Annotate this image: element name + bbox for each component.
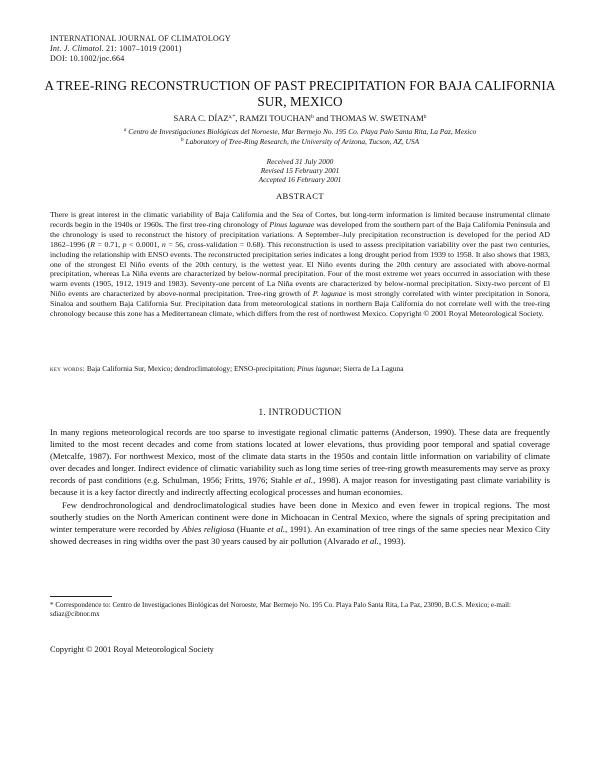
accepted-date: Accepted 16 February 2001 <box>258 175 342 184</box>
footnote-divider <box>50 596 112 597</box>
affiliations <box>40 127 560 146</box>
abstract-heading: ABSTRACT <box>275 191 325 201</box>
body-paragraph: Few dendrochronological and dendroclimatological studies have been done in Mexico and even fewer in tropical regions. The most southerly studies on the North American continent were done in Michoacan in Central Mexico, where the signals of spring precipitation and winter temperature were recorded by Abies religiosa (Huante et al., 1991). An examination of tree rings of the same species near Mexico City showed decreases in ring widths over the past 30 years caused by air pollution (Alvarado et al., 1993). <box>50 499 550 546</box>
body-paragraph: In many regions meteorological records are too sparse to investigate regional climatic patterns (Anderson, 1990). These data are frequently limited to the most recent decades and come from stations located at lower elevations, thus providing poor temporal and spatial coverage (Metcalfe, 1987). For northwest Mexico, most of the climate data starts in the 1950s and contain little information on variability of climate over decades and longer. Indirect evidence of climatic variability such as long time series of tree-ring growth measurements may serve as proxy records of past conditions (e.g. Schulman, 1956; Fritts, 1976; Stahle et al., 1998). A major reason for investigating past climate variability is because it is a key factor directly and indirectly affecting ecological processes and human economies. <box>50 427 550 498</box>
journal-name: INTERNATIONAL JOURNAL OF CLIMATOLOGY <box>50 34 231 43</box>
doi[interactable]: DOI: 10.1002/joc.664 <box>50 54 125 63</box>
affiliation-a: $^a$ Centro de Investigaciones Biológicas del Noroeste, Mar Bermejo No. 195 Co. Playa Palo Santa Rita, La Paz, Mexico <box>123 127 477 136</box>
copyright-notice: Copyright © 2001 Royal Meteorological Society <box>50 645 214 654</box>
abstract-text: There is great interest in the climatic variability of Baja California and the Sea of Cortes, but long-term information is limited because instrumental climate records begin in the 1940s or 1960s. The first tree-ring chronology of Pinus lagunae was developed from the southern part of the Baja California Peninsula and the chronology is used to reconstruct the history of precipitation variations. A September–July precipitation reconstruction is developed for the period AD 1862–1996 (R = 0.71, p < 0.0001, n = 56, cross-validation = 0.68). This reconstruction is used to assess precipitation variability over the past two centuries, including the relationship with ENSO events. The reconstructed precipitation series indicates a long drought period from 1939 to 1958. It also shows that 1983, one of the strongest El Niño events of the 20th century, is the wettest year. El Niño events during the 20th century are associated with above-normal precipitation, whereas La Niña events are characterized by below-normal precipitation. Four of the most extreme wet years occurred in association with these warm events (1905, 1912, 1919 and 1983). Seventy-one percent of La Niña events are characterized by below-normal precipitation. Sixty-two percent of El Niño events are characterized by above-normal precipitation. Tree-ring growth of P. lagunae is most strongly correlated with winter precipitation in Sonora, Sinaloa and southern Baja California Sur. Precipitation data from meteorological stations in northern Baja California do not correlate well with the tree-ring chronology because this zone has a Mediterranean climate, which differs from the rest of northwest Mexico. Copyright © 2001 Royal Meteorological Society. <box>50 210 550 319</box>
journal-header <box>50 34 231 64</box>
submission-dates <box>40 157 560 184</box>
body-text <box>50 426 550 547</box>
journal-citation: Int. J. Climatol. 21: 1007–1019 (2001) <box>50 44 182 53</box>
revised-date: Revised 15 February 2001 <box>260 166 340 175</box>
affiliation-b: $^b$ Laboratory of Tree-Ring Research, the University of Arizona, Tucson, AZ, USA <box>180 136 420 146</box>
keywords: key words: Baja California Sur, Mexico; dendroclimatology; ENSO-precipitation; Pinus lagunae; Sierra de La Laguna <box>50 364 404 373</box>
article-title: A TREE-RING RECONSTRUCTION OF PAST PRECIPITATION FOR BAJA CALIFORNIA SUR, MEXICO <box>44 78 556 109</box>
author-list: SARA C. $DÍAZ^{a,*}$, RAMZI TOUCHAN$^b$ and THOMAS W. SWETNAM$^b$ <box>173 113 427 123</box>
keywords-label: key words: <box>50 365 86 373</box>
received-date: Received 31 July 2000 <box>266 157 334 166</box>
correspondence-footnote: * Correspondence to: Centro de Investigaciones Biológicas del Noroeste, Mar Bermejo No. 195 Co. Playa Palo Santa Rita, La Paz, 23090, B.C.S. Mexico; e-mail: sdiaz@cibnor.mx <box>50 601 512 619</box>
section-heading: 1. INTRODUCTION <box>258 407 342 417</box>
